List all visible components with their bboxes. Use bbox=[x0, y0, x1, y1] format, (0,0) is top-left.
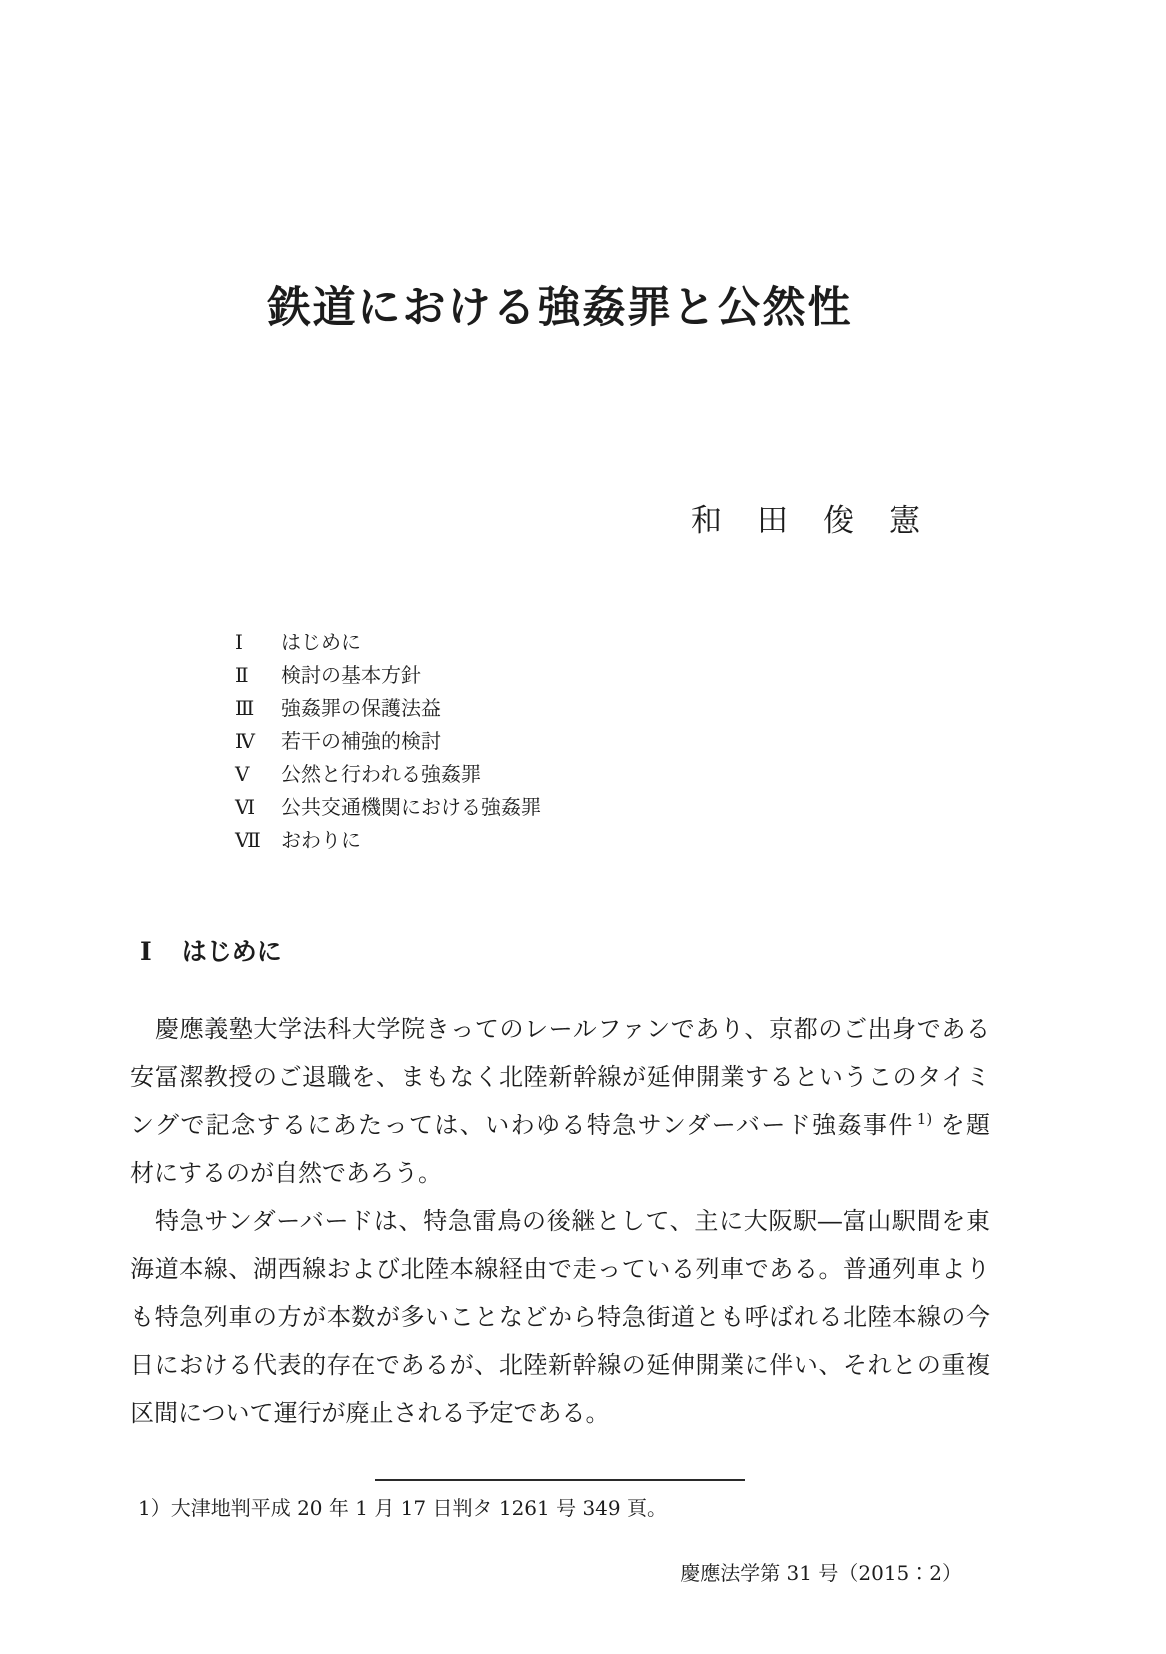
section-title: はじめに bbox=[181, 936, 282, 966]
page-title: 鉄道における強姦罪と公然性 bbox=[267, 282, 853, 333]
author-name: 和 田 俊 憲 bbox=[691, 502, 922, 539]
toc-item-label: 強姦罪の保護法益 bbox=[281, 695, 441, 720]
footnote-reference: 1) bbox=[916, 1109, 933, 1128]
section-heading bbox=[140, 935, 990, 969]
toc-item-label: はじめに bbox=[281, 629, 361, 654]
toc-item-6 bbox=[235, 791, 990, 824]
body-text bbox=[130, 1005, 990, 1437]
toc-item-label: 公共交通機関における強姦罪 bbox=[281, 794, 541, 819]
body-line bbox=[130, 1101, 990, 1149]
footnote-text: 1）大津地判平成 20 年 1 月 17 日判タ 1261 号 349 頁。 bbox=[138, 1495, 667, 1520]
body-line: 海道本線、湖西線および北陸本線経由で走っている列車である。普通列車より bbox=[130, 1254, 990, 1283]
toc-item-3 bbox=[235, 692, 990, 725]
journal-citation: 慶應法学第 31 号（2015：2） bbox=[680, 1560, 962, 1585]
body-line: 特急サンダーバードは、特急雷鳥の後継として、主に大阪駅―富山駅間を東 bbox=[155, 1206, 990, 1235]
section-numeral: Ⅰ bbox=[140, 936, 152, 966]
toc-item-label: 検討の基本方針 bbox=[281, 662, 421, 687]
footnote-divider bbox=[375, 1479, 745, 1481]
toc-item-numeral: Ⅳ bbox=[235, 728, 255, 753]
toc-item-4 bbox=[235, 725, 990, 758]
toc-item-numeral: Ⅴ bbox=[235, 761, 250, 786]
body-line: 慶應義塾大学法科大学院きってのレールファンであり、京都のご出身である bbox=[155, 1014, 990, 1043]
toc-item-1 bbox=[235, 626, 990, 659]
toc-item-7 bbox=[235, 824, 990, 857]
toc-item-label: おわりに bbox=[281, 827, 361, 852]
body-line-text: を題 bbox=[939, 1110, 990, 1139]
body-line: 区間について運行が廃止される予定である。 bbox=[130, 1398, 610, 1427]
toc-item-numeral: Ⅲ bbox=[235, 695, 255, 720]
toc-item-numeral: Ⅵ bbox=[235, 794, 256, 819]
toc-item-2 bbox=[235, 659, 990, 692]
body-line: 安冨潔教授のご退職を、まもなく北陸新幹線が延伸開業するというこのタイミ bbox=[130, 1062, 990, 1091]
toc-item-numeral: Ⅶ bbox=[235, 827, 261, 852]
body-line: 材にするのが自然であろう。 bbox=[130, 1158, 442, 1187]
toc-item-5 bbox=[235, 758, 990, 791]
body-line-text: ングで記念するにあたっては、いわゆる特急サンダーバード強姦事件 bbox=[130, 1110, 914, 1139]
body-line: も特急列車の方が本数が多いことなどから特急街道とも呼ばれる北陸本線の今 bbox=[130, 1302, 990, 1331]
table-of-contents bbox=[235, 626, 990, 857]
body-line: 日における代表的存在であるが、北陸新幹線の延伸開業に伴い、それとの重複 bbox=[130, 1350, 990, 1379]
toc-item-numeral: Ⅰ bbox=[235, 629, 243, 654]
paragraph-2 bbox=[130, 1197, 990, 1437]
toc-item-numeral: Ⅱ bbox=[235, 662, 249, 687]
paragraph-1 bbox=[130, 1005, 990, 1197]
toc-item-label: 公然と行われる強姦罪 bbox=[281, 761, 481, 786]
toc-item-label: 若干の補強的検討 bbox=[281, 728, 441, 753]
